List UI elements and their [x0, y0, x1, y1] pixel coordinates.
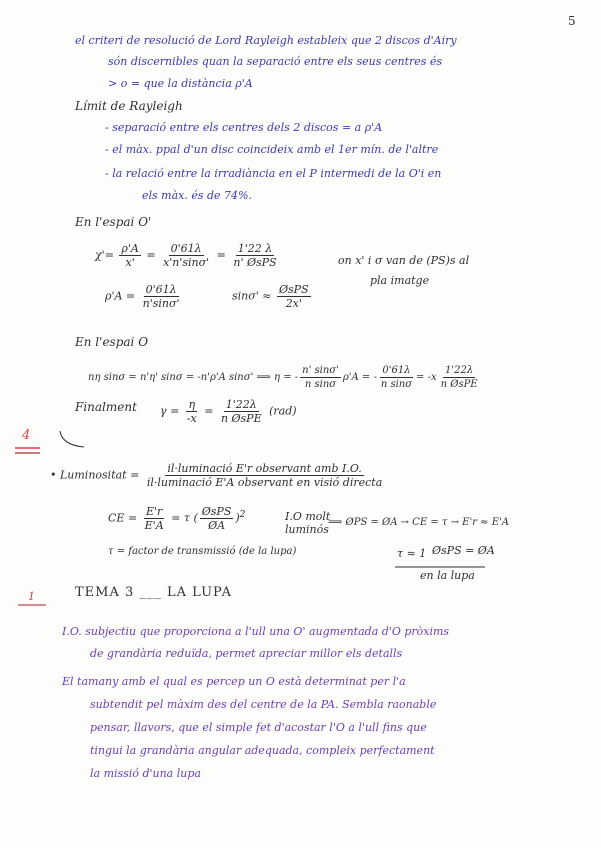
ce-equation: CE = $\frac{E'r}{E'A}$ = τ ( $\frac{\text{ØsPS}}{ØA}$ )$^2$	[108, 505, 246, 532]
space-prime-eq-1: χ'= $\frac{\rho'A}{x'}$ = $\frac{0'61\lambda}{x'n'\sin\sigma'}$ = $\frac{1'22 \lambda}{\text{n' ØsPS}}$	[95, 242, 277, 269]
tema-margin-mark: 1	[28, 590, 35, 603]
space-prime-note-2: pla imatge	[370, 274, 430, 287]
condition-subtitle: en la lupa	[420, 569, 475, 582]
tau-bracket	[60, 431, 84, 447]
space-prime-title: En l'espai O'	[75, 215, 152, 229]
rayleigh-bullet-4: els màx. és de 74%.	[142, 189, 252, 202]
tau-definition: τ = factor de transmissió (de la lupa)	[108, 546, 297, 557]
space-prime-eq-2: ρ'A = $\frac{0'61\lambda}{n'\sin\sigma'}$	[105, 283, 180, 310]
io-molt-line-2: luminós	[285, 523, 329, 536]
eq1-lhs: χ'=	[95, 248, 118, 262]
space-prime-note-1: on x' i σ van de (PS)s al	[338, 254, 470, 267]
page-number: 5	[568, 14, 576, 28]
condition-diameter: ØsPS = ØA	[432, 544, 495, 557]
tema-definition-line-2: de grandària reduïda, permet apreciar millor els detalls	[90, 647, 403, 660]
condition-tau: τ ≈ 1	[397, 547, 427, 560]
rayleigh-intro-line-1: el criteri de resolució de Lord Rayleigh estableix que 2 discos d'Airy	[75, 34, 457, 47]
luminositat-definition: • Luminositat = $\frac{\text{il·luminació E'r observant amb I.O.}}{\text{il·luminació E'A observant en visió directa}}$	[50, 462, 383, 489]
tema-body-line-5: la missió d'una lupa	[90, 767, 201, 780]
space-o-equation: nη sinσ = n'η' sinσ = -n'ρ'A sinσ' ⟹ η = - $\frac{n' \sin\sigma'}{\text{n sinσ}}$ ρ'A = - $\frac{0'61\lambda}{\text{n sinσ}}$ = -x $\frac{1'22\lambda}{\text{n ØsPE}}$	[88, 365, 478, 390]
rayleigh-bullet-1: - separació entre els centres dels 2 discos = a ρ'A	[105, 121, 383, 134]
space-o-title: En l'espai O	[75, 335, 149, 349]
tema-body-line-4: tingui la grandària angular adequada, compleix perfectament	[90, 744, 435, 757]
eq1-frac-1: $\frac{\rho'A}{x'}$	[121, 242, 139, 269]
tema-body-line-3: pensar, llavors, que el simple fet d'acostar l'O a l'ull fins que	[90, 721, 427, 734]
rayleigh-bullet-3: - la relació entre la irradiància en el P intermedi de la O'i en	[105, 167, 442, 180]
io-molt-line-1: I.O molt	[285, 510, 331, 523]
tema-body-line-1: El tamany amb el qual es percep un O està determinat per l'a	[62, 675, 406, 688]
tema-title: TEMA 3 ___ LA LUPA	[75, 585, 233, 600]
margin-mark-4: 4	[22, 428, 31, 443]
rayleigh-intro-line-2: són discernibles quan la separació entre els seus centres és	[108, 55, 443, 68]
tema-body-line-2: subtendit pel màxim des del centre de la PA. Sembla raonable	[90, 698, 437, 711]
ce-result: ⟹ ØPS = ØA → CE = τ → E'r ≈ E'A	[328, 517, 509, 528]
rayleigh-intro-line-3: > o = que la distància ρ'A	[108, 77, 253, 90]
rayleigh-bullet-2: - el màx. ppal d'un disc coincideix amb el 1er mín. de l'altre	[105, 143, 439, 156]
eq1-frac-2: $\frac{0'61\lambda}{x'n'\sin\sigma'}$	[163, 242, 210, 269]
eq1-frac-3: $\frac{1'22 \lambda}{\text{n' ØsPS}}$	[233, 242, 277, 269]
rayleigh-limit-title: Límit de Rayleigh	[75, 99, 183, 113]
tema-definition-line-1: I.O. subjectiu que proporciona a l'ull una O' augmentada d'O pròxims	[62, 625, 450, 638]
final-equation: γ = $\frac{\eta}{-x}$ = $\frac{1'22\lambda}{\text{n ØsPE}}$ (rad)	[160, 398, 297, 425]
space-prime-eq-3: sinσ' ≈ $\frac{\text{ØsPS}}{2x'}$	[232, 283, 309, 310]
final-label: Finalment	[75, 400, 137, 414]
